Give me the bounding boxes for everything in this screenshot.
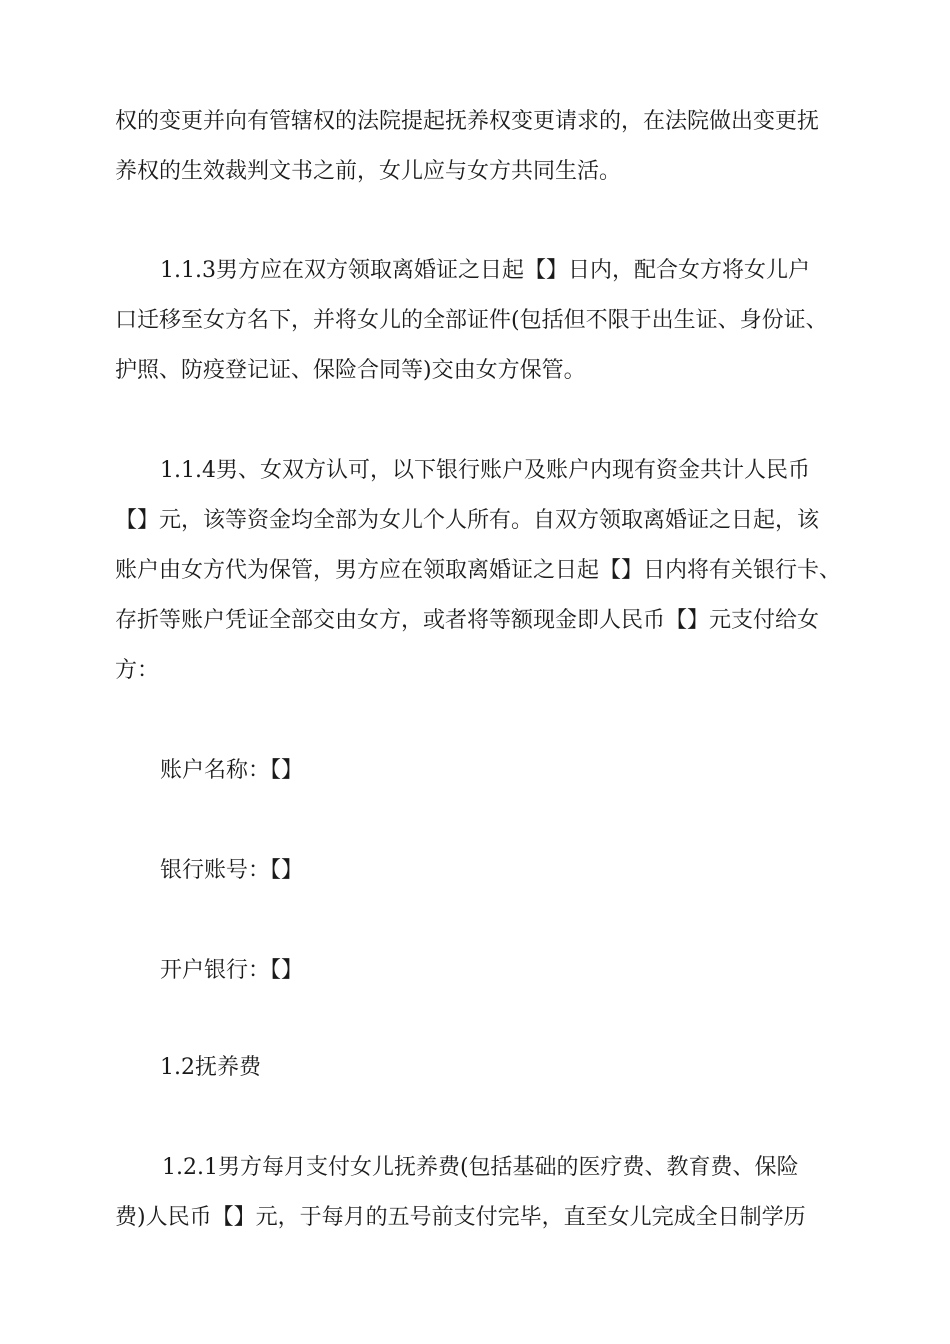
account-number-field: 银行账号：【】	[160, 858, 304, 883]
clause-1-1-3-line: 1.1.3男方应在双方领取离婚证之日起【】日内，配合女方将女儿户	[160, 258, 810, 283]
clause-1-1-4-line: 方：	[115, 658, 160, 683]
paragraph-line: 养权的生效裁判文书之前，女儿应与女方共同生活。	[115, 159, 622, 184]
bank-name-field: 开户银行：【】	[160, 958, 304, 983]
clause-1-2-1-line: 费)人民币【】元，于每月的五号前支付完毕，直至女儿完成全日制学历	[115, 1205, 806, 1230]
clause-1-1-3-line: 护照、防疫登记证、保险合同等)交由女方保管。	[115, 358, 586, 383]
section-heading-1-2: 1.2抚养费	[160, 1055, 261, 1080]
clause-1-1-4-line: 存折等账户凭证全部交由女方，或者将等额现金即人民币【】元支付给女	[115, 608, 820, 633]
clause-1-1-3-line: 口迁移至女方名下，并将女儿的全部证件(包括但不限于出生证、身份证、	[115, 308, 828, 333]
paragraph-line: 权的变更并向有管辖权的法院提起抚养权变更请求的，在法院做出变更抚	[115, 109, 820, 134]
clause-1-1-4-line: 1.1.4男、女双方认可，以下银行账户及账户内现有资金共计人民币	[160, 458, 810, 483]
clause-1-2-1-line: 1.2.1男方每月支付女儿抚养费(包括基础的医疗费、教育费、保险	[162, 1155, 799, 1180]
account-name-field: 账户名称：【】	[160, 758, 304, 783]
clause-1-1-4-line: 【】元，该等资金均全部为女儿个人所有。自双方领取离婚证之日起，该	[115, 508, 820, 533]
clause-1-1-4-line: 账户由女方代为保管，男方应在领取离婚证之日起【】日内将有关银行卡、	[115, 558, 842, 583]
